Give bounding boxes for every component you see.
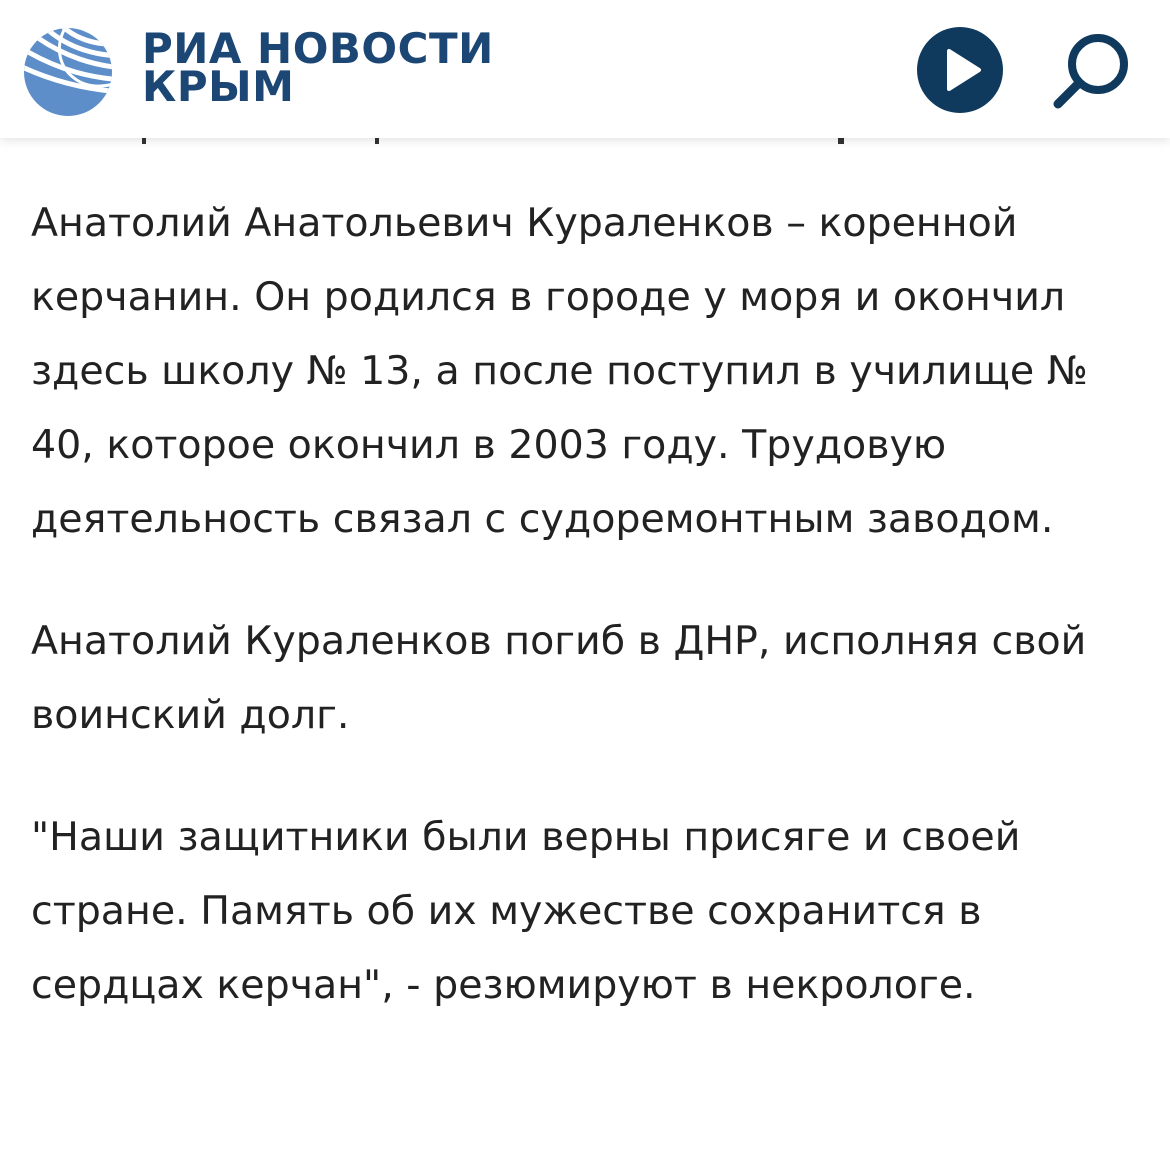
play-icon — [917, 27, 1003, 113]
article-body — [31, 186, 1141, 1070]
search-icon — [1048, 32, 1134, 112]
article-paragraph: "Наши защитники были верны присяге и своей стране. Память об их мужестве сохранится в сердцах керчан", - резюмируют в некрологе. — [31, 814, 1021, 1008]
logo-line-2: КРЫМ — [142, 62, 295, 111]
ria-globe-icon — [24, 26, 116, 116]
article-paragraph: Анатолий Анатольевич Кураленков – коренной керчанин. Он родился в городе у моря и окончил здесь школу № 13, а после поступил в училище № 40, которое окончил в 2003 году. Трудовую деятельность связал с судоремонтным заводом. — [31, 200, 1088, 542]
site-header — [0, 0, 1170, 138]
play-button[interactable] — [917, 27, 1003, 113]
logo-line-1: РИА НОВОСТИ — [142, 24, 494, 73]
article-paragraph: Анатолий Кураленков погиб в ДНР, исполняя свой воинский долг. — [31, 618, 1087, 738]
search-button[interactable] — [1048, 32, 1134, 112]
logo-wordmark — [142, 24, 494, 111]
site-logo[interactable] — [24, 24, 494, 118]
